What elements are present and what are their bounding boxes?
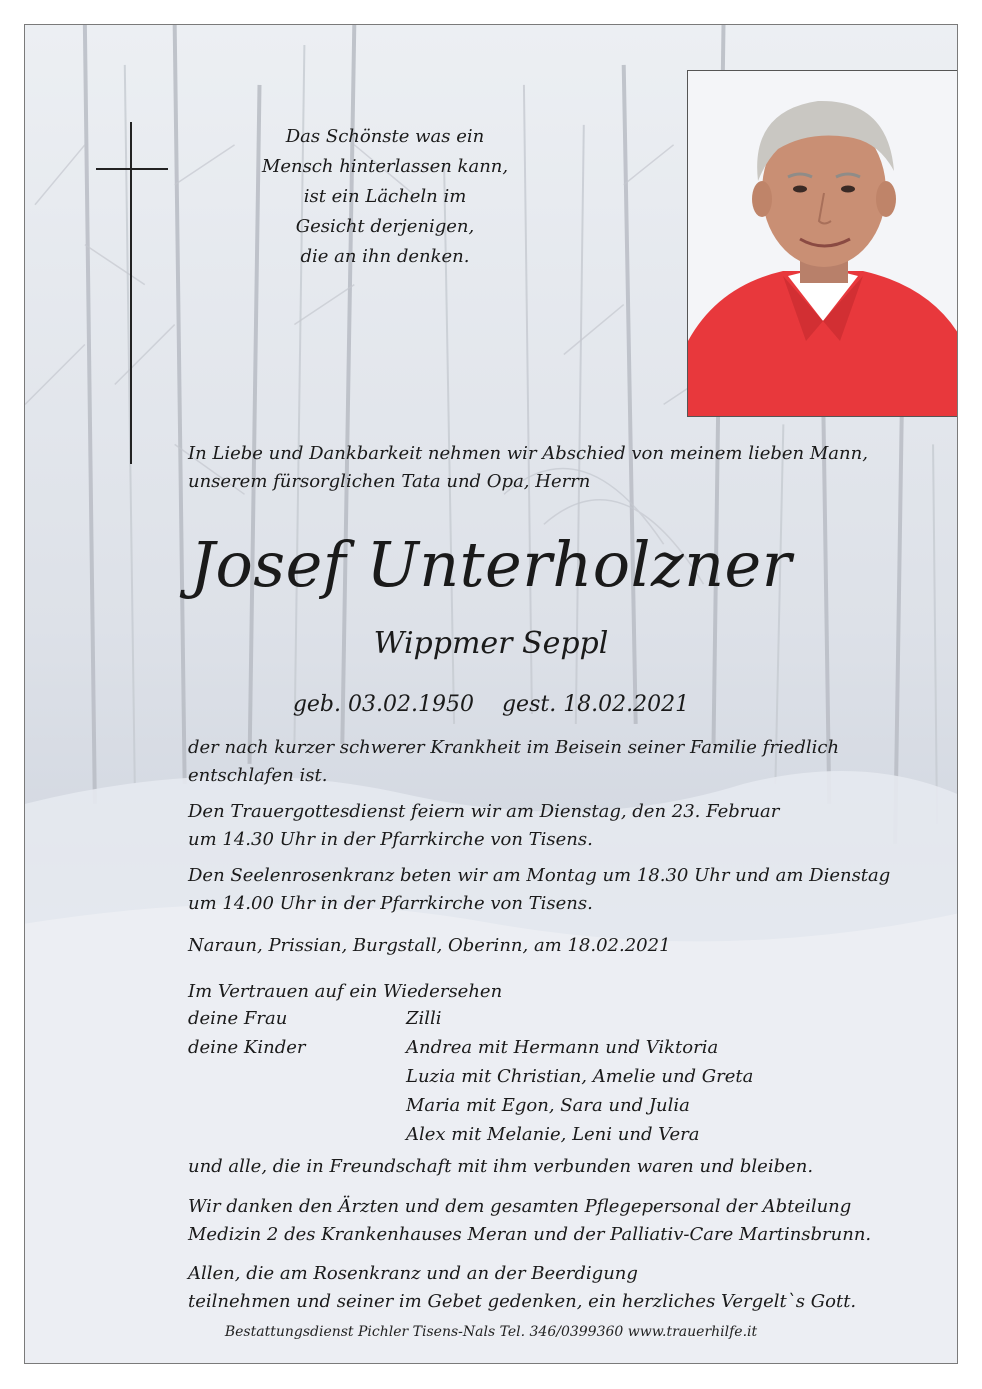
undertaker-footer: Bestattungsdienst Pichler Tisens-Nals Tel. 346/0399360 www.trauerhilfe.it bbox=[224, 1324, 758, 1340]
cross-bar bbox=[96, 168, 168, 170]
place-date: Naraun, Prissian, Burgstall, Oberinn, am 18.02.2021 bbox=[188, 935, 671, 956]
child-entry: Luzia mit Christian, Amelie und Greta bbox=[406, 1066, 754, 1087]
wife-label: deine Frau bbox=[188, 1008, 288, 1029]
child-entry: Andrea mit Hermann und Viktoria bbox=[406, 1037, 719, 1058]
family-intro: Im Vertrauen auf ein Wiedersehen bbox=[188, 981, 503, 1002]
thanks-line: Wir danken den Ärzten und dem gesamten Pflegepersonal der Abteilung bbox=[188, 1196, 852, 1217]
child-entry: Alex mit Melanie, Leni und Vera bbox=[406, 1124, 700, 1145]
thanks-line: Medizin 2 des Krankenhauses Meran und der Palliativ-Care Martinsbrunn. bbox=[188, 1224, 872, 1245]
passing-line: der nach kurzer schwerer Krankheit im Beisein seiner Familie friedlich bbox=[188, 737, 840, 758]
quote-line: Mensch hinterlassen kann, bbox=[261, 156, 509, 177]
funeral-line: um 14.30 Uhr in der Pfarrkirche von Tisens. bbox=[188, 829, 593, 850]
birth-date: geb. 03.02.1950 bbox=[292, 692, 474, 717]
passing-line: entschlafen ist. bbox=[188, 765, 328, 786]
wife-name: Zilli bbox=[406, 1008, 442, 1029]
thanks-doctors bbox=[188, 1193, 871, 1249]
deceased-name: Josef Unterholzner bbox=[190, 528, 792, 601]
memorial-quote bbox=[215, 122, 555, 272]
quote-line: Das Schönste was ein bbox=[285, 126, 485, 147]
family-closing: und alle, die in Freundschaft mit ihm verbunden waren und bleiben. bbox=[188, 1156, 814, 1177]
quote-line: Gesicht derjenigen, bbox=[295, 216, 475, 237]
funeral-text bbox=[188, 798, 779, 854]
passing-text bbox=[188, 734, 839, 790]
intro-line: In Liebe und Dankbarkeit nehmen wir Abschied von meinem lieben Mann, bbox=[188, 443, 868, 464]
rosary-text bbox=[188, 862, 890, 918]
thanks-line: Allen, die am Rosenkranz und an der Beerdigung bbox=[188, 1263, 638, 1284]
rosary-line: Den Seelenrosenkranz beten wir am Montag um 18.30 Uhr und am Dienstag bbox=[188, 865, 891, 886]
rosary-line: um 14.00 Uhr in der Pfarrkirche von Tisens. bbox=[188, 893, 593, 914]
intro-line: unserem fürsorglichen Tata und Opa, Herrn bbox=[188, 471, 591, 492]
life-dates bbox=[0, 692, 982, 717]
quote-line: die an ihn denken. bbox=[300, 246, 470, 267]
thanks-line: teilnehmen und seiner im Gebet gedenken, ein herzliches Vergelt`s Gott. bbox=[188, 1291, 857, 1312]
children-label: deine Kinder bbox=[188, 1037, 306, 1058]
intro-text bbox=[188, 440, 868, 496]
funeral-line: Den Trauergottesdienst feiern wir am Dienstag, den 23. Februar bbox=[188, 801, 780, 822]
cross-icon bbox=[130, 122, 132, 464]
portrait-illustration bbox=[688, 71, 958, 416]
thanks-attendees bbox=[188, 1260, 856, 1316]
death-date: gest. 18.02.2021 bbox=[501, 692, 690, 717]
deceased-nickname: Wippmer Seppl bbox=[373, 626, 609, 661]
portrait-photo bbox=[687, 70, 958, 417]
quote-line: ist ein Lächeln im bbox=[303, 186, 467, 207]
child-entry: Maria mit Egon, Sara und Julia bbox=[406, 1095, 690, 1116]
